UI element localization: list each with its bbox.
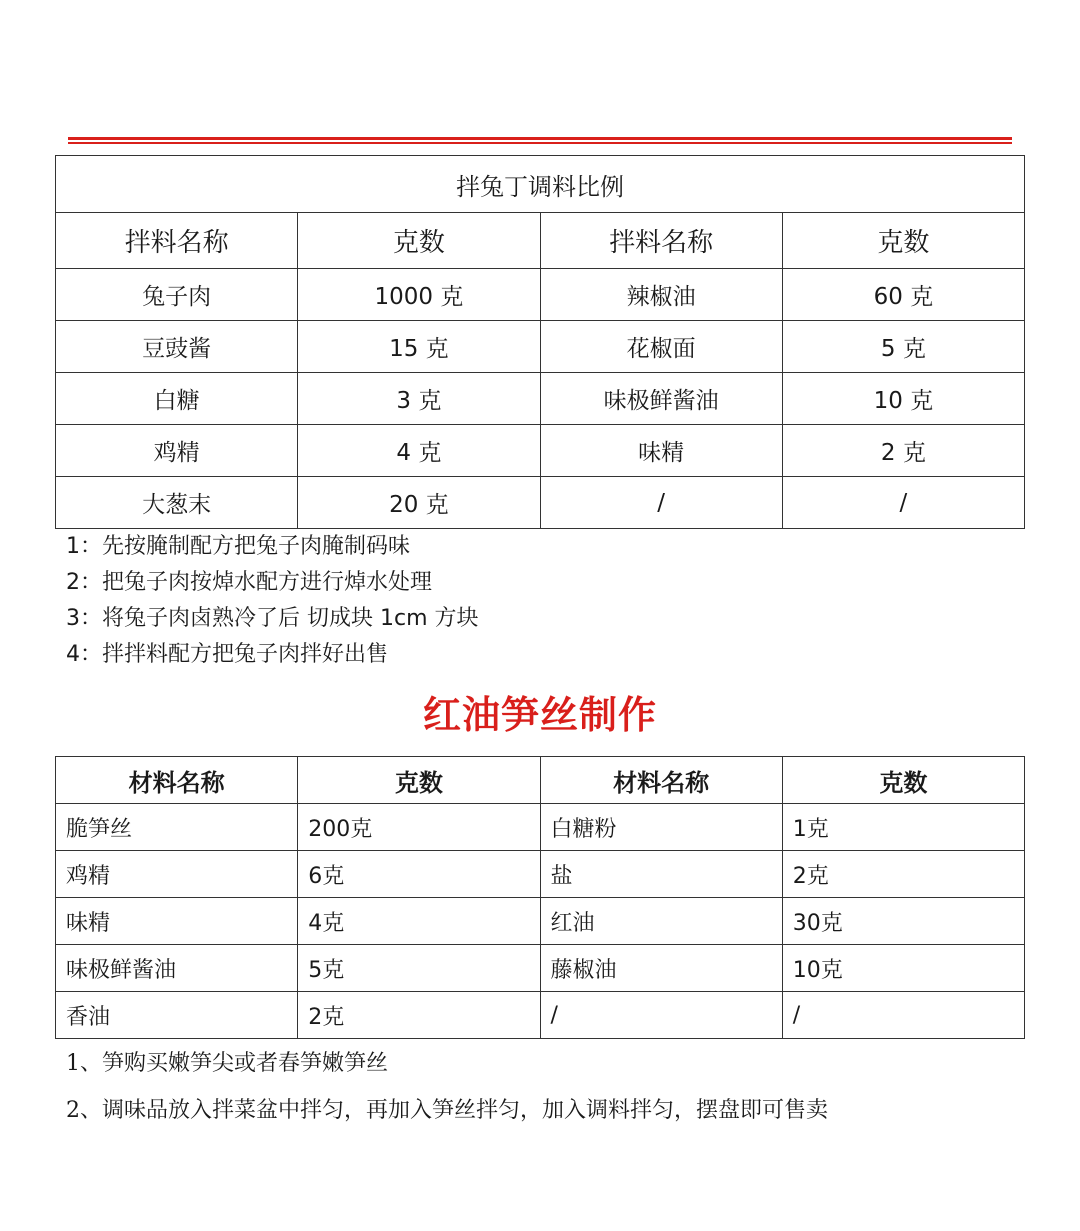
column-header: 克数	[782, 757, 1024, 804]
table-row	[56, 945, 1025, 992]
column-header: 克数	[782, 213, 1024, 269]
table-row	[56, 804, 1025, 851]
table-cell: 2 克	[782, 425, 1024, 477]
table-cell: 30克	[782, 898, 1024, 945]
table-row	[56, 373, 1025, 425]
column-header: 材料名称	[540, 757, 782, 804]
table-cell: 藤椒油	[540, 945, 782, 992]
table-cell: 大葱末	[56, 477, 298, 529]
table-cell: 香油	[56, 992, 298, 1039]
column-header: 拌料名称	[56, 213, 298, 269]
table-cell: 味极鲜酱油	[540, 373, 782, 425]
table-row	[56, 992, 1025, 1039]
table-row	[56, 269, 1025, 321]
table-cell: 味精	[56, 898, 298, 945]
table-cell: 鸡精	[56, 425, 298, 477]
table-row	[56, 851, 1025, 898]
table-cell: 10克	[782, 945, 1024, 992]
table-cell: 花椒面	[540, 321, 782, 373]
table-cell: /	[540, 992, 782, 1039]
column-header: 材料名称	[56, 757, 298, 804]
red-divider-line-thin	[68, 142, 1012, 144]
bamboo-shoot-ingredient-table	[55, 756, 1025, 1039]
preparation-steps	[66, 529, 479, 673]
table-row	[56, 898, 1025, 945]
table-cell: 白糖粉	[540, 804, 782, 851]
step-text: 4：拌拌料配方把兔子肉拌好出售	[66, 642, 388, 667]
column-header: 拌料名称	[540, 213, 782, 269]
table-cell: 200克	[298, 804, 540, 851]
step-text: 2：把兔子肉按焯水配方进行焯水处理	[66, 570, 432, 595]
table-cell: 红油	[540, 898, 782, 945]
table-cell: 3 克	[298, 373, 540, 425]
table-cell: /	[782, 477, 1024, 529]
column-header: 克数	[298, 213, 540, 269]
table-cell: 味极鲜酱油	[56, 945, 298, 992]
table-cell: 4克	[298, 898, 540, 945]
table-title: 拌兔丁调料比例	[56, 156, 1025, 213]
table-cell: 2克	[782, 851, 1024, 898]
table-row	[56, 321, 1025, 373]
table-cell: 10 克	[782, 373, 1024, 425]
table-cell: 20 克	[298, 477, 540, 529]
table-row	[56, 477, 1025, 529]
table-cell: 60 克	[782, 269, 1024, 321]
table-cell: /	[540, 477, 782, 529]
section-heading: 红油笋丝制作	[422, 693, 657, 737]
column-header: 克数	[298, 757, 540, 804]
table-cell: 5克	[298, 945, 540, 992]
table-cell: 4 克	[298, 425, 540, 477]
table-cell: 1克	[782, 804, 1024, 851]
table-cell: 6克	[298, 851, 540, 898]
table-cell: 鸡精	[56, 851, 298, 898]
table-cell: 盐	[540, 851, 782, 898]
table-cell: /	[782, 992, 1024, 1039]
table-cell: 2克	[298, 992, 540, 1039]
table-cell: 脆笋丝	[56, 804, 298, 851]
table-cell: 兔子肉	[56, 269, 298, 321]
table-cell: 15 克	[298, 321, 540, 373]
table-cell: 辣椒油	[540, 269, 782, 321]
red-divider-line	[68, 137, 1012, 140]
table-cell: 5 克	[782, 321, 1024, 373]
table-cell: 1000 克	[298, 269, 540, 321]
step-text: 1：先按腌制配方把兔子肉腌制码味	[66, 534, 410, 559]
step-text: 3：将兔子肉卤熟冷了后 切成块 1cm 方块	[66, 606, 479, 631]
table-cell: 白糖	[56, 373, 298, 425]
rabbit-seasoning-table	[55, 155, 1025, 529]
table-row	[56, 425, 1025, 477]
table-cell: 味精	[540, 425, 782, 477]
table-cell: 豆豉酱	[56, 321, 298, 373]
note-text: 2、调味品放入拌菜盆中拌匀，再加入笋丝拌匀，加入调料拌匀，摆盘即可售卖	[66, 1098, 828, 1123]
note-text: 1、笋购买嫩笋尖或者春笋嫩笋丝	[66, 1051, 388, 1076]
